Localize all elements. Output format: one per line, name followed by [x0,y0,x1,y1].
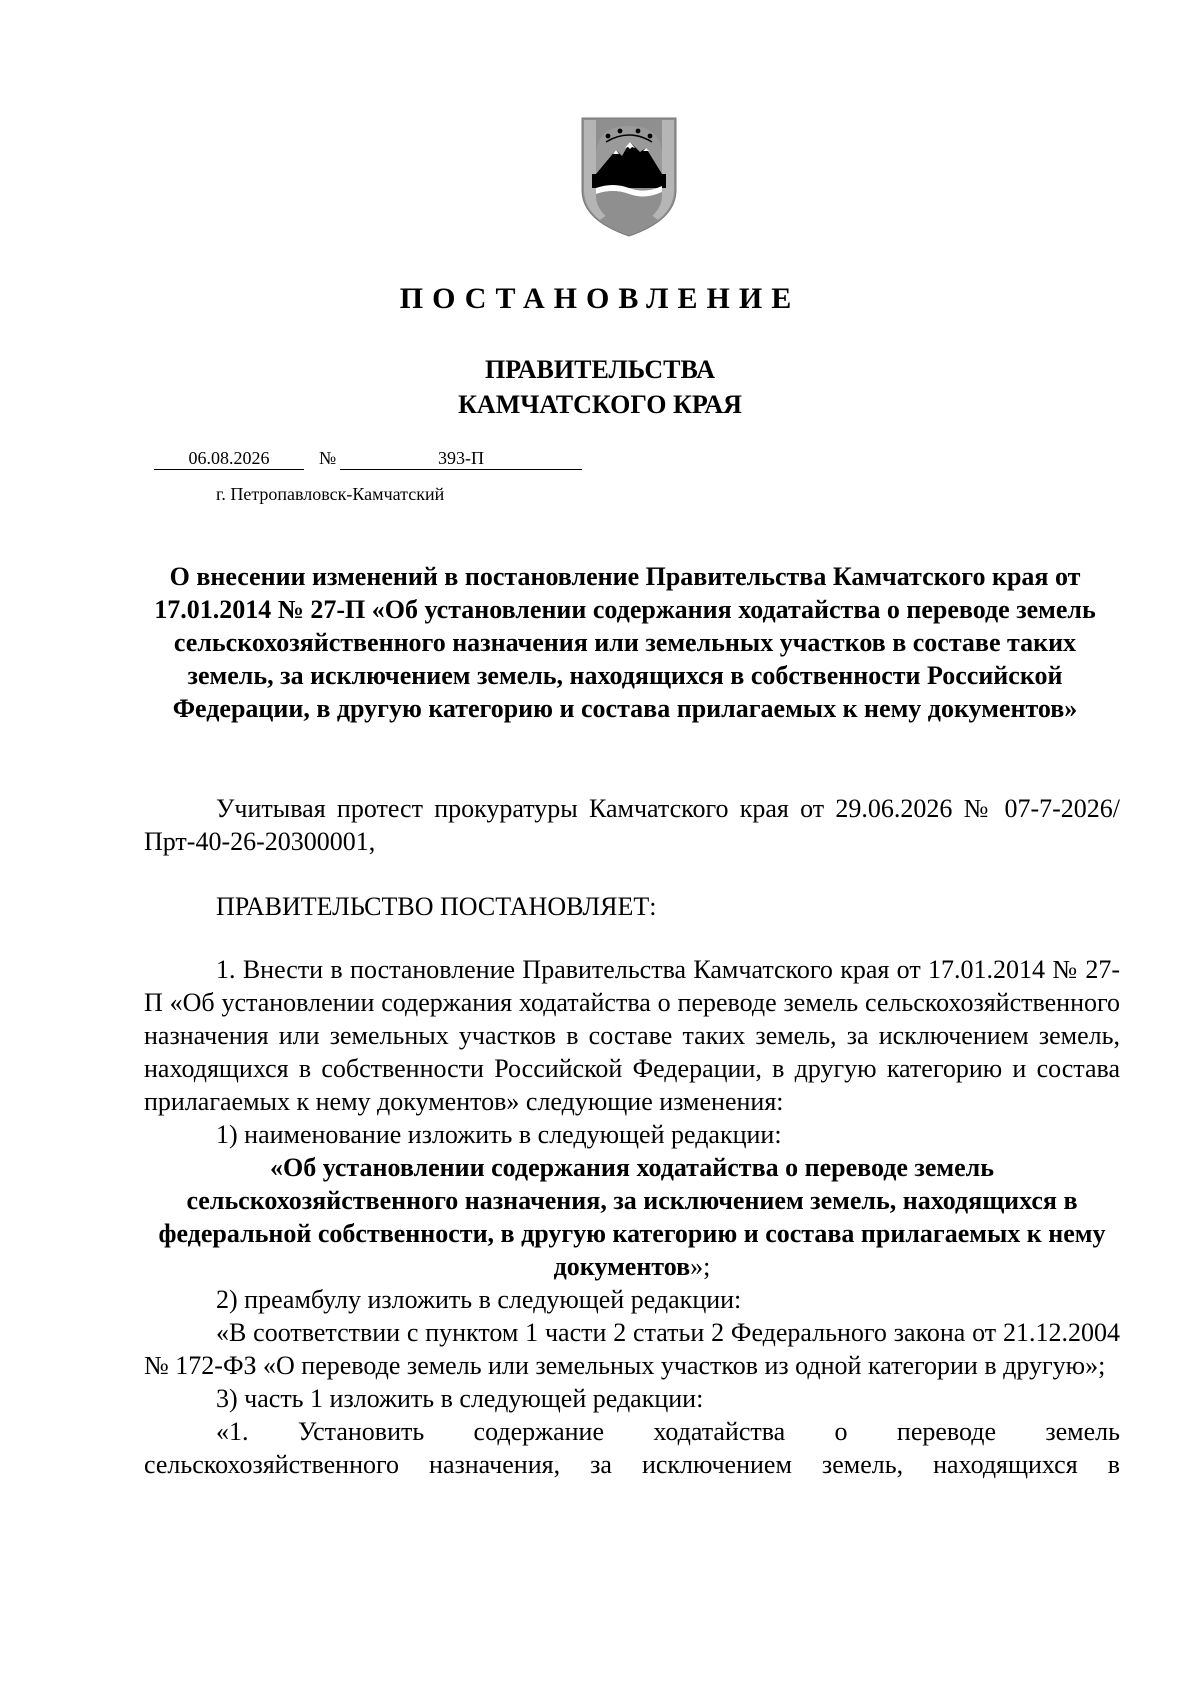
document-date: 06.08.2026 [154,448,304,470]
document-city: г. Петропавловск-Камчатский [216,484,445,504]
issuing-authority [0,352,1200,422]
subitem-1-paragraph: 1) наименование изложить в следующей редакции: [216,1120,782,1149]
item-1-paragraph: 1. Внести в постановление Правительства Камчатского края от 17.01.2014 № 27-П «Об установлении содержания ходатайства о переводе земель сельскохозяйственного назначения или земельных участков в составе таких земель, за исключением земель, находящихся в собственности Российской Федерации, в другую категорию и состава прилагаемых к нему документов» следующие изменения: [144,955,1120,1116]
coat-of-arms-icon [578,112,680,240]
resolves-line: ПРАВИТЕЛЬСТВО ПОСТАНОВЛЯЕТ: [216,892,657,921]
authority-line-2: КАМЧАТСКОГО КРАЯ [458,390,742,419]
subitem-1-quote [144,1151,1120,1283]
document-body [144,792,1120,1481]
authority-line-1: ПРАВИТЕЛЬСТВА [485,355,715,384]
preamble-paragraph: Учитывая протест прокуратуры Камчатского края от 29.06.2026 № 07-7-2026/Прт-40-26-20300001, [144,794,1120,856]
subitem-2-quote: «В соответствии с пунктом 1 части 2 статьи 2 Федерального закона от 21.12.2004 № 172-ФЗ «О переводе земель или земельных участков из одной категории в другую»; [144,1318,1120,1380]
document-type-heading: ПОСТАНОВЛЕНИЕ [399,282,801,315]
subitem-1-quote-end: »; [690,1252,711,1281]
document-number: 393-П [340,448,582,470]
number-sign: № [319,448,337,468]
subitem-3-quote: «1. Установить содержание ходатайства о переводе земель сельскохозяйственного назначения, за исключением земель, находящихся в [144,1417,1120,1479]
subitem-3-paragraph: 3) часть 1 изложить в следующей редакции: [216,1384,704,1413]
subitem-2-paragraph: 2) преамбулу изложить в следующей редакции: [216,1285,742,1314]
subitem-1-quote-text: «Об установлении содержания ходатайства о переводе земель сельскохозяйственного назначения, за исключением земель, находящихся в федеральной собственности, в другую категорию и состава прилагаемых к нему документов [158,1153,1106,1281]
document-title: О внесении изменений в постановление Правительства Камчатского края от 17.01.2014 № 27-П «Об установлении содержания ходатайства о переводе земель сельскохозяйственного назначения или земельных участков в составе таких земель, за исключением земель, находящихся в собственности Российской Федерации, в другую категорию и состава прилагаемых к нему документов» [154,562,1096,723]
